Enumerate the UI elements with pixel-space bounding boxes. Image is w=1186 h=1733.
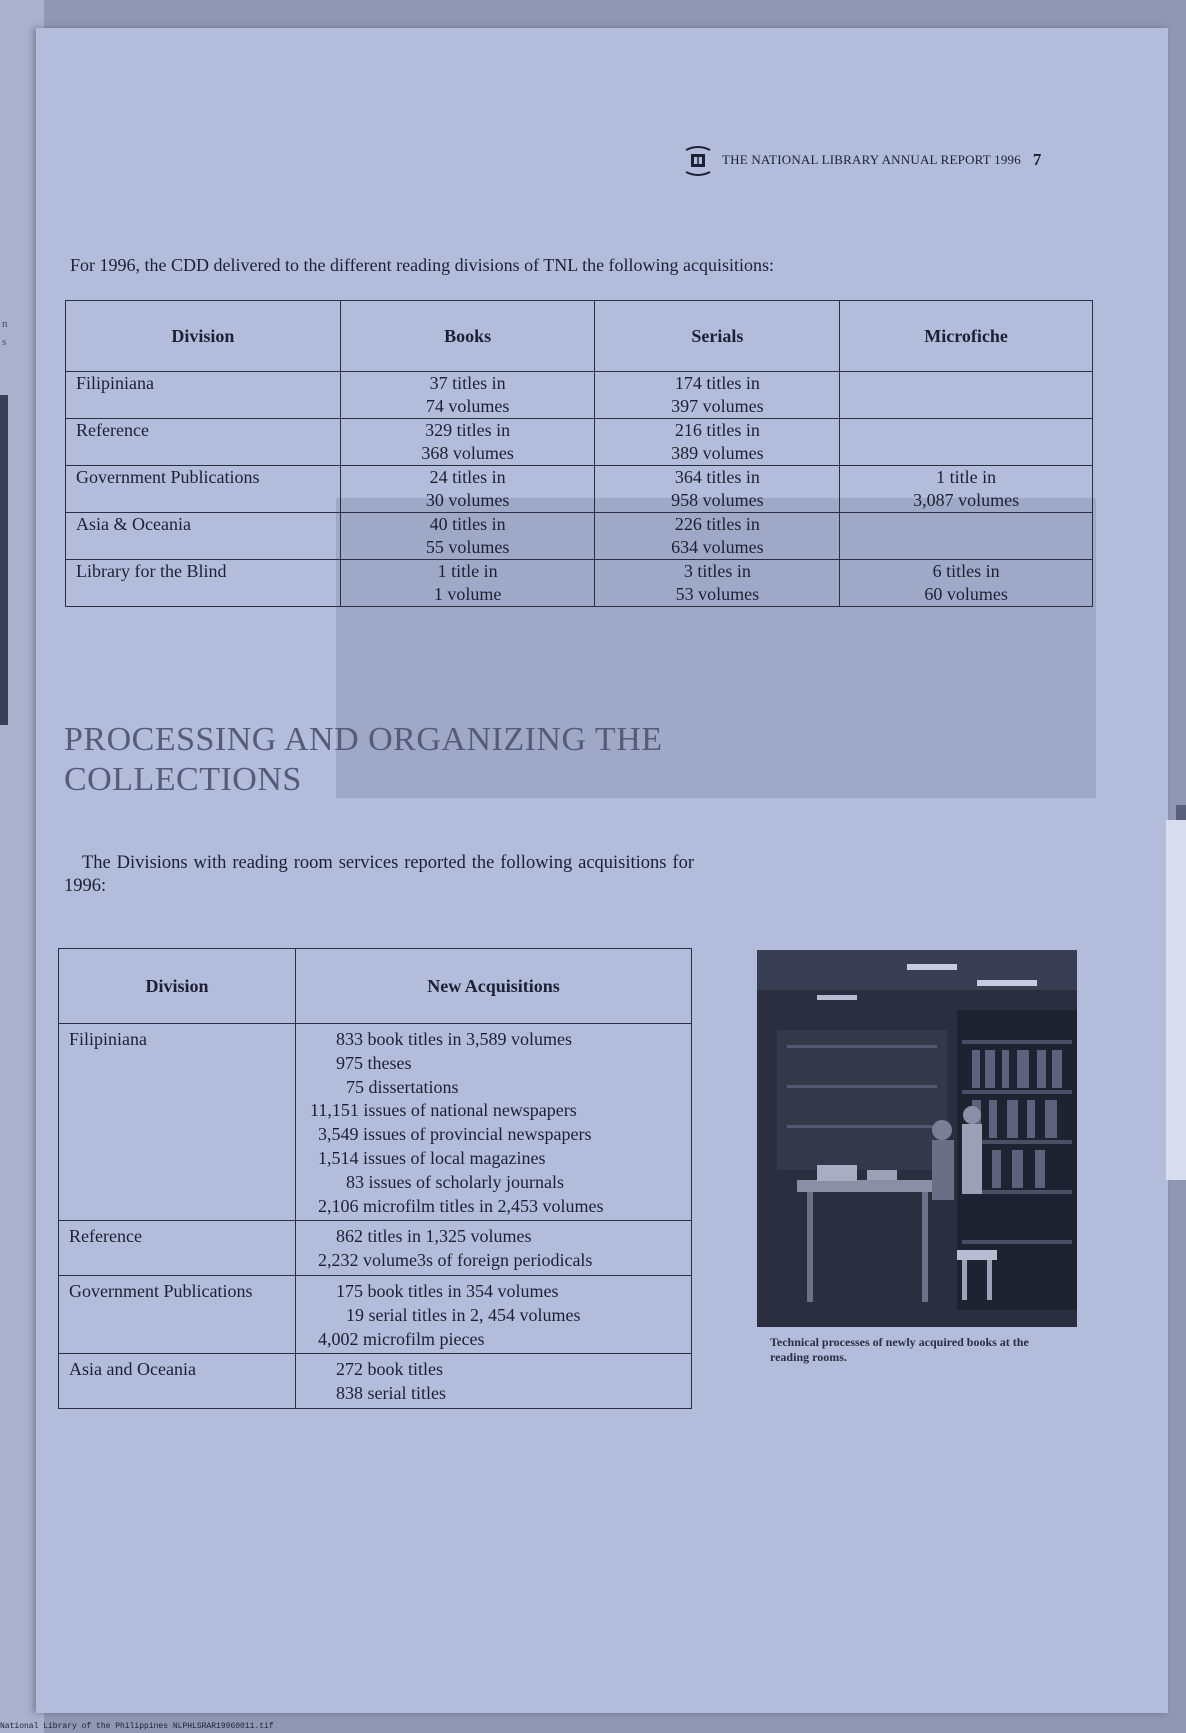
table-row	[66, 466, 1093, 513]
acquisitions-cell	[296, 1354, 692, 1409]
division-cell: Asia and Oceania	[59, 1354, 296, 1409]
microfiche-cell	[840, 560, 1093, 607]
cell-line: 24 titles in	[429, 467, 506, 487]
table-row	[59, 1275, 692, 1353]
cell-line: 364 titles in	[674, 467, 760, 487]
acquisition-item: 4,002 microfilm pieces	[318, 1328, 485, 1349]
section-heading: PROCESSING AND ORGANIZING THE COLLECTIONS	[64, 721, 663, 798]
serials-cell	[595, 560, 840, 607]
microfiche-cell	[840, 372, 1093, 419]
acquisition-item: 833 book titles in 3,589 volumes	[336, 1029, 572, 1049]
cell-line: 397 volumes	[671, 396, 764, 416]
cell-line: 368 volumes	[421, 443, 514, 463]
division-cell: Filipiniana	[59, 1024, 296, 1221]
microfiche-cell	[840, 419, 1093, 466]
intro-text: For 1996, the CDD delivered to the different reading divisions of TNL the following acquisitions:	[70, 255, 775, 275]
cell-line: 6 titles in	[932, 561, 1000, 581]
table-row	[59, 1221, 692, 1276]
acquisitions-cell	[296, 1275, 692, 1353]
division-cell: Reference	[66, 419, 341, 466]
acquisition-item: 83 issues of scholarly journals	[346, 1171, 564, 1192]
table-row	[66, 372, 1093, 419]
table-row	[59, 1024, 692, 1221]
cell-line: 60 volumes	[924, 584, 1008, 604]
cell-line: 74 volumes	[425, 396, 510, 416]
facing-page-mark: n	[2, 318, 8, 330]
cdd-acquisitions-table	[65, 300, 1093, 607]
division-cell: Filipiniana	[66, 372, 341, 419]
serials-cell	[595, 466, 840, 513]
column-header: Division	[59, 949, 296, 1024]
cell-line: 389 volumes	[671, 443, 764, 463]
photo-caption: Technical processes of newly acquired books at the reading rooms.	[770, 1335, 1029, 1364]
cell-line: 53 volumes	[675, 584, 760, 604]
cell-line: 634 volumes	[671, 537, 764, 557]
facing-page-mark: s	[2, 336, 7, 348]
report-title: THE NATIONAL LIBRARY ANNUAL REPORT 1996	[722, 152, 1021, 167]
serials-cell	[595, 513, 840, 560]
acquisition-item: 975 theses	[336, 1052, 412, 1073]
running-header	[680, 142, 1080, 178]
acquisitions-cell	[296, 1024, 692, 1221]
section-paragraph: The Divisions with reading room services reported the following acquisitions for 1996:	[64, 853, 694, 896]
cell-line: 1 volume	[433, 584, 502, 604]
column-header: Microfiche	[840, 301, 1093, 372]
table-row	[66, 513, 1093, 560]
acquisition-item: 2,232 volume3s of foreign periodicals	[318, 1250, 593, 1271]
column-header: Division	[66, 301, 341, 372]
division-cell: Reference	[59, 1221, 296, 1276]
cell-line: 37 titles in	[429, 373, 506, 393]
cell-line: 40 titles in	[429, 514, 506, 534]
cell-line: 1 title in	[437, 561, 498, 581]
division-cell: Library for the Blind	[66, 560, 341, 607]
division-cell: Government Publications	[59, 1275, 296, 1353]
acquisition-item: 862 titles in 1,325 volumes	[336, 1226, 532, 1247]
serials-cell	[595, 419, 840, 466]
reading-room-photo	[757, 950, 1077, 1327]
cell-line: 329 titles in	[425, 420, 511, 440]
acquisition-item: 838 serial titles	[336, 1383, 446, 1404]
page-number: 7	[1032, 150, 1042, 169]
reading-room-acquisitions-table	[58, 948, 692, 1409]
serials-cell	[595, 372, 840, 419]
column-header: Books	[340, 301, 595, 372]
acquisition-item: 19 serial titles in 2, 454 volumes	[346, 1304, 581, 1325]
acquisition-item: 1,514 issues of local magazines	[318, 1147, 546, 1168]
microfiche-cell	[840, 513, 1093, 560]
acquisitions-cell	[296, 1221, 692, 1276]
cell-line: 3,087 volumes	[913, 490, 1020, 510]
cell-line: 216 titles in	[674, 420, 760, 440]
acquisition-item: 11,151 issues of national newspapers	[310, 1100, 577, 1121]
table-row	[66, 419, 1093, 466]
column-header: New Acquisitions	[296, 949, 692, 1024]
table-header-row	[66, 301, 1093, 372]
cell-line: 1 title in	[936, 467, 997, 487]
acquisition-item: 272 book titles	[336, 1359, 443, 1380]
books-cell	[340, 372, 595, 419]
books-cell	[340, 560, 595, 607]
acquisition-item: 75 dissertations	[346, 1076, 459, 1097]
books-cell	[340, 466, 595, 513]
books-cell	[340, 513, 595, 560]
cell-line: 174 titles in	[674, 373, 760, 393]
binding-strip	[0, 395, 8, 725]
library-seal-icon	[680, 142, 716, 178]
column-header: Serials	[595, 301, 840, 372]
table-row	[59, 1354, 692, 1409]
books-cell	[340, 419, 595, 466]
acquisition-item: 175 book titles in 354 volumes	[336, 1280, 559, 1301]
cell-line: 55 volumes	[425, 537, 510, 557]
division-cell: Government Publications	[66, 466, 341, 513]
acquisition-item: 2,106 microfilm titles in 2,453 volumes	[318, 1195, 604, 1216]
microfiche-cell	[840, 466, 1093, 513]
cell-line: 226 titles in	[674, 514, 760, 534]
cell-line: 958 volumes	[671, 490, 764, 510]
acquisition-item: 3,549 issues of provincial newspapers	[318, 1124, 592, 1145]
scan-footer: National Library of the Philippines NLPHLSRAR19960011.tif	[0, 1722, 274, 1731]
cell-line: 30 volumes	[425, 490, 510, 510]
table-header-row	[59, 949, 692, 1024]
edge-tab	[1166, 820, 1186, 1180]
cell-line: 3 titles in	[683, 561, 751, 581]
table-row	[66, 560, 1093, 607]
division-cell: Asia & Oceania	[66, 513, 341, 560]
